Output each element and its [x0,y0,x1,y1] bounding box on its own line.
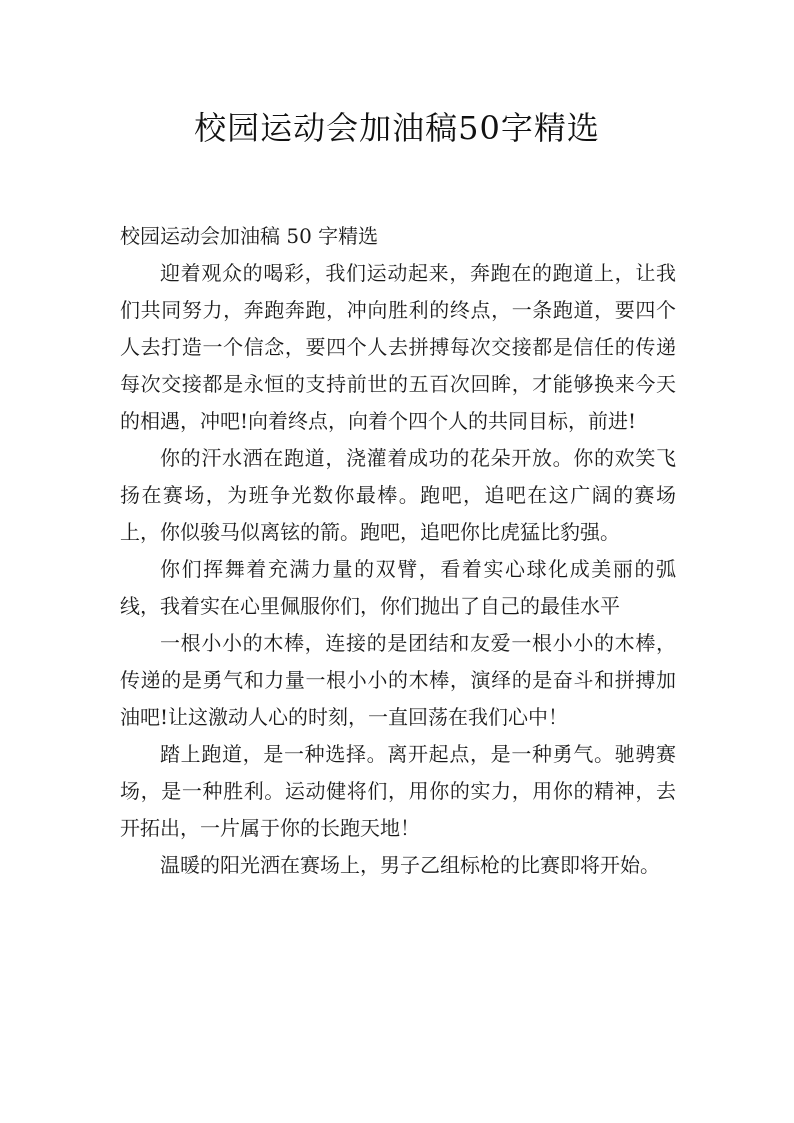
paragraph-2: 你的汗水洒在跑道，浇灌着成功的花朵开放。你的欢笑飞扬在赛场，为班争光数你最棒。跑吧，追吧在这广阔的赛场上，你似骏马似离铉的箭。跑吧，追吧你比虎猛比豹强。 [120,446,676,544]
paragraph-4: 一根小小的木棒，连接的是团结和友爱一根小小的木棒，传递的是勇气和力量一根小小的木棒，演绎的是奋斗和拼搏加油吧!让这激动人心的时刻，一直回荡在我们心中！ [120,631,676,729]
paragraph-3: 你们挥舞着充满力量的双臂，看着实心球化成美丽的弧线，我着实在心里佩服你们，你们抛出了自己的最佳水平 [120,557,676,618]
document-body [120,218,676,884]
document-subtitle: 校园运动会加油稿 50 字精选 [120,224,379,248]
document-title: 校园运动会加油稿50字精选 [194,109,600,147]
paragraph-5: 踏上跑道，是一种选择。离开起点，是一种勇气。驰骋赛场，是一种胜利。运动健将们，用你的实力，用你的精神，去开拓出，一片属于你的长跑天地！ [120,742,676,840]
paragraph-6: 温暖的阳光洒在赛场上，男子乙组标枪的比赛即将开始。 [160,853,660,877]
paragraph-1: 迎着观众的喝彩，我们运动起来，奔跑在的跑道上，让我们共同努力，奔跑奔跑，冲向胜利的终点，一条跑道，要四个人去打造一个信念，要四个人去拼搏每次交接都是信任的传递每次交接都是永恒的支持前世的五百次回眸，才能够换来今天的相遇，冲吧!向着终点，向着个四个人的共同目标，前进! [120,261,676,433]
